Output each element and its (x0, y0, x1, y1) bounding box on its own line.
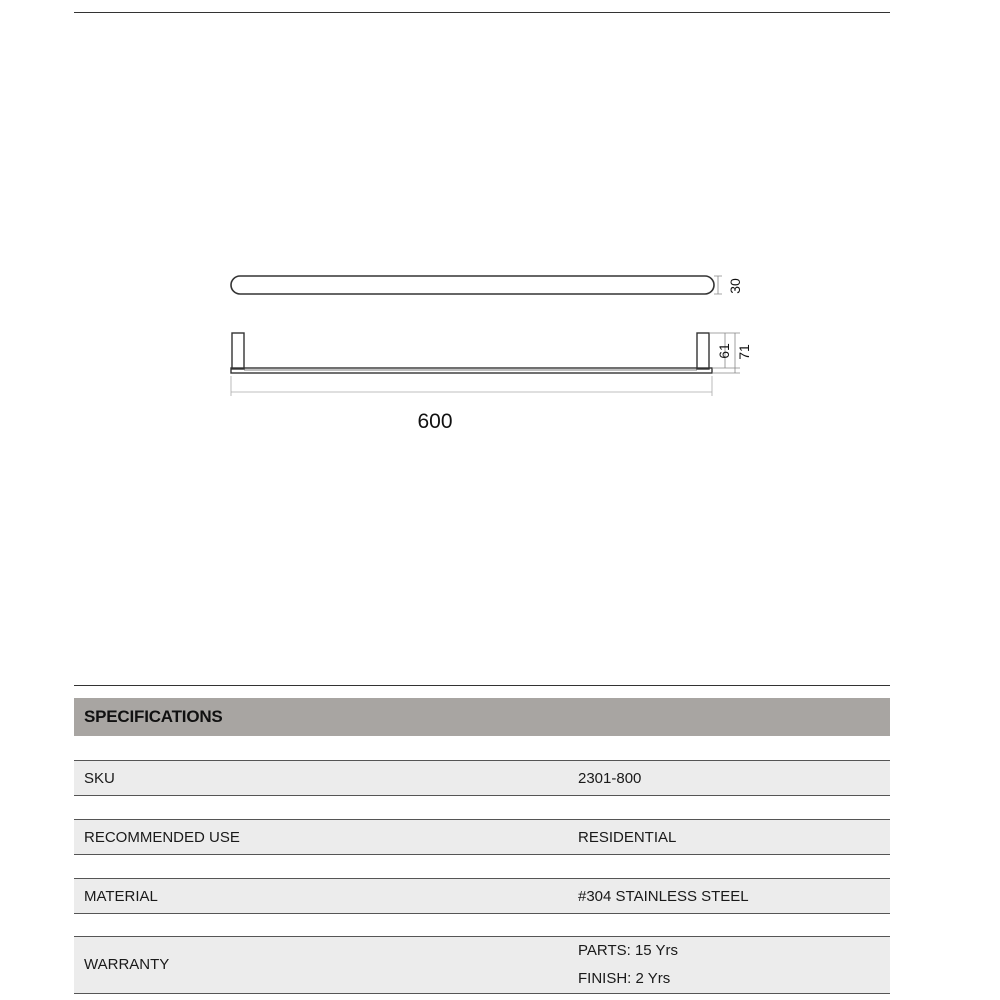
spec-label-recommended-use: RECOMMENDED USE (84, 829, 240, 846)
specifications-divider (74, 685, 890, 686)
depth-dimension-label: 30 (727, 278, 743, 294)
specifications-heading: SPECIFICATIONS (84, 707, 223, 726)
spec-value-recommended-use: RESIDENTIAL (578, 829, 677, 846)
towel-bar-front-view (231, 368, 712, 373)
spec-label-warranty: WARRANTY (84, 956, 170, 973)
spec-label-material: MATERIAL (84, 888, 158, 905)
inner-height-label: 61 (716, 343, 732, 359)
spec-row-warranty (74, 936, 890, 994)
right-bracket (697, 333, 709, 369)
spec-value-warranty-finish: FINISH: 2 Yrs (578, 970, 671, 987)
spec-label-sku: SKU (84, 770, 115, 787)
length-dimension-label: 600 (417, 410, 453, 433)
left-bracket (232, 333, 244, 369)
spec-row-material (74, 878, 890, 914)
spec-row-recommended-use (74, 819, 890, 855)
depth-dimension-line (714, 276, 722, 294)
spec-value-warranty-parts: PARTS: 15 Yrs (578, 942, 679, 959)
technical-drawing (0, 0, 1000, 470)
towel-bar-top-view (231, 276, 714, 294)
length-dimension-line (231, 376, 712, 396)
spec-value-material: #304 STAINLESS STEEL (578, 888, 749, 905)
spec-value-sku: 2301-800 (578, 770, 642, 787)
total-height-label: 71 (736, 344, 752, 360)
spec-row-sku (74, 760, 890, 796)
specifications-header (74, 698, 890, 736)
